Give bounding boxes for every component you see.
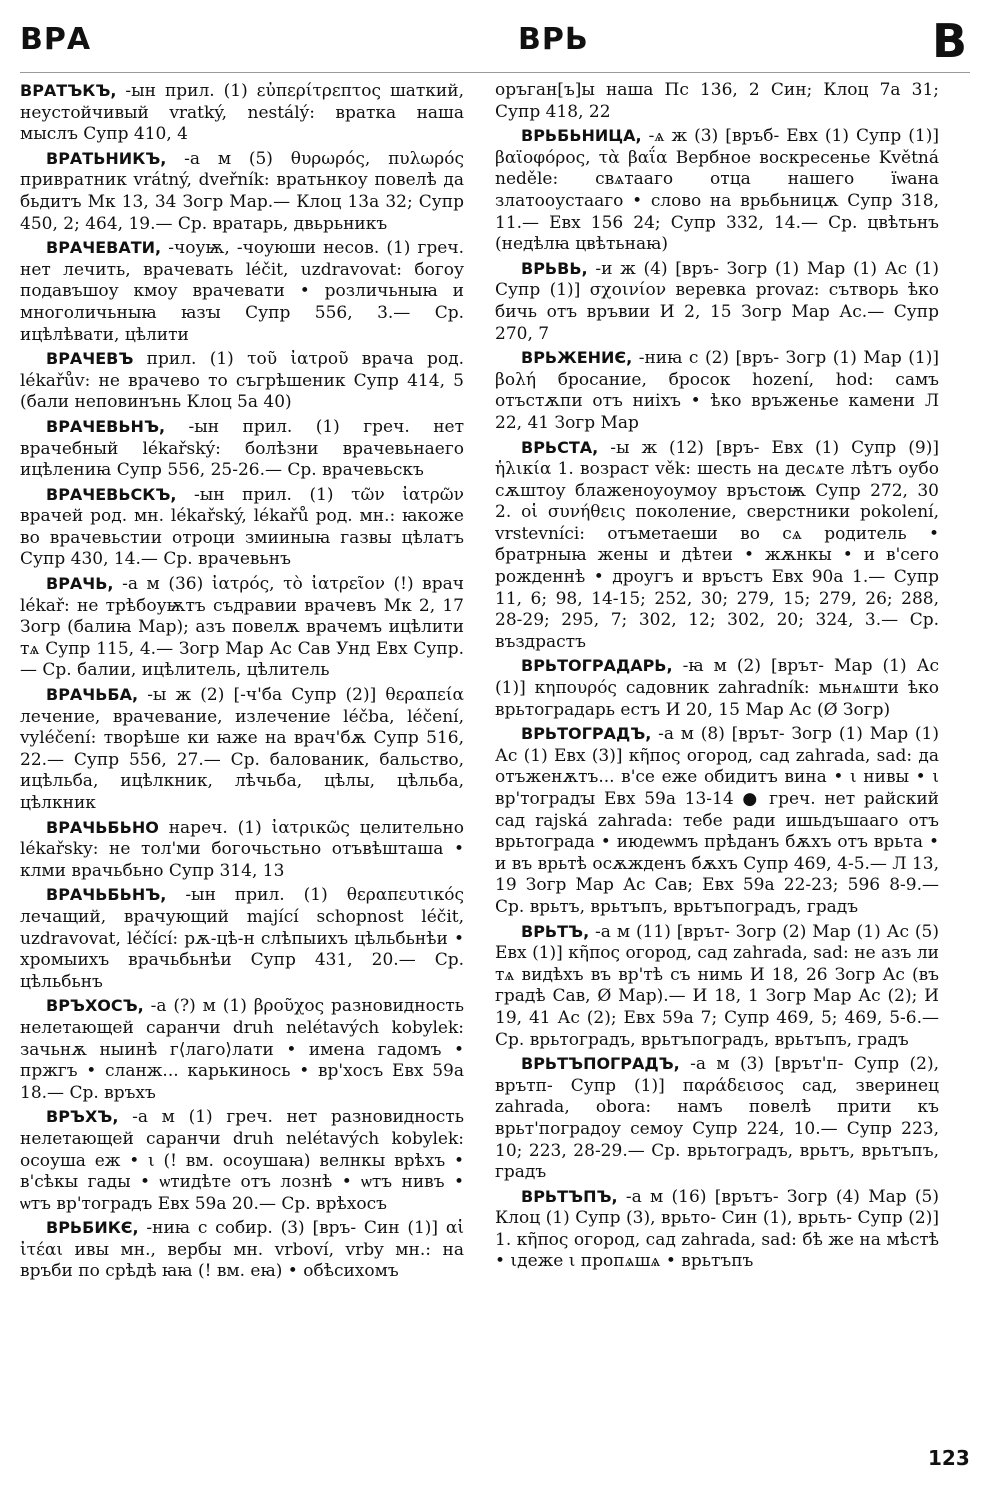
entry-body: -а м (36) ἰατρός, τὸ ἰατρεῖον (!) врач lékař: не трѣбоуѭтъ съдравии врачевъ Мк 2, 17 Зогр (балиꙗ Мар); азъ повелѫ врачемъ ицѣлити тѧ Супр 115, 4.— Зогр Мар Ас Сав Унд Евх Супр.— Ср. балии, ицѣлитель, цѣлитель xyxy=(20,574,464,681)
entry-headword: ВРЬТЪ, xyxy=(521,921,590,941)
dictionary-entry xyxy=(20,573,464,682)
entry-body: -а (?) м (1) βροῦχος разновидность нелетающей саранчи druh nelétavých kobylek: зачьнѫ ныинѣ г⟨лаго⟩лати • имена гадомъ • пржгъ • сланж... карькинось • вр'хосъ Евх 59а 18.— Ср. връхъ xyxy=(20,996,464,1103)
dictionary-entry xyxy=(20,1217,464,1283)
right-column xyxy=(495,80,939,1275)
entry-headword: ВРЬТОГРАДАРЬ, xyxy=(521,656,673,676)
dictionary-entry xyxy=(495,1053,939,1184)
entry-body: -ын прил. (1) εὐπερίτρεπτος шаткий, неустойчивый vratký, nestálý: вратка наша мыслъ Супр 410, 4 xyxy=(20,81,464,145)
entry-body: -ниꙗ с собир. (3) [връ- Син (1)] αἱ ἰτέαι ивы мн., вербы мн. vrboví, vrby мн.: на връби по срѣдѣ ꙗꙗ (! вм. еꙗ) • обѣсихомъ xyxy=(20,1218,464,1282)
entry-headword: ВРАТЪКЪ, xyxy=(20,81,117,100)
entry-body: -а м (16) [врътъ- Зогр (4) Мар (5) Клоц (1) Супр (3), врьто- Син (1), врьть- Супр (2)] 1. κῆπος огород, сад zahrada, sad: бѣ же на мѣстѣ • ιдеже ι пропѧшѧ • врьтъпъ xyxy=(495,1186,939,1272)
dictionary-entry xyxy=(20,348,464,414)
entry-headword: ВРЬТОГРАДЪ, xyxy=(521,724,652,744)
entry-body: -ы ж (12) [връ- Евх (1) Супр (9)] ἡλικία 1. возраст věk: шесть на десѧте лѣтъ оубо сѫштоу блаженоуоумоу връстоѭ Супр 272, 30 2. οἱ συνήθεις поколение, сверстники pokolení, vrstevníci: отъметаеши во сѧ родитель • братрныꙗ жены и дѣтеи • жѫнкы • и в'сего рожденнѣ • дроугъ и връстъ Евх 90а 1.— Супр 11, 6; 98, 14-15; 252, 30; 279, 15; 279, 26; 288, 28-29; 295, 7; 302, 12; 302, 20; 324, 3.— Ср. въздрастъ xyxy=(495,437,939,652)
dictionary-entry xyxy=(495,437,939,654)
entry-headword: ВРАЧЬБА, xyxy=(46,685,139,705)
dictionary-entry xyxy=(495,1186,939,1273)
entry-headword: ВРАЧЕВЬСКЪ, xyxy=(46,484,177,504)
dictionary-entry xyxy=(20,1106,464,1215)
entry-headword: ВРЬТЪПОГРАДЪ, xyxy=(521,1054,680,1074)
dictionary-entry xyxy=(20,684,464,815)
dictionary-entry xyxy=(20,884,464,993)
section-letter: В xyxy=(932,14,969,68)
dictionary-entry xyxy=(495,125,939,256)
dictionary-entry xyxy=(20,237,464,346)
entry-body: -а м (1) греч. нет разновидность нелетающей саранчи druh nelétavých kobylek: осоуша еж • ι (! вм. осоушаꙗ) велнкы врѣхъ • в'сѣкы гады • ѡтидѣте отъ лознѣ • ѡтъ нивъ • ѡтъ вр'тоградъ Евх 59а 20.— Ср. врѣхосъ xyxy=(20,1107,464,1214)
entry-headword: ВРАЧЬБЬНЪ, xyxy=(46,885,167,905)
left-column xyxy=(20,80,464,1285)
entry-headword: ВРЬТЪПЪ, xyxy=(521,1186,618,1206)
dictionary-entry xyxy=(495,258,939,345)
entry-body: оръган[ъ]ы наша Пс 136, 2 Син; Клоц 7а 31; Супр 418, 22 xyxy=(495,80,939,122)
entry-body: -а м (3) [врът'п- Супр (2), врътп- Супр (1)] παράδεισος сад, зверинец zahrada, obora: намъ повелѣ прити къ врьт'поградоу семоу Супр 224, 10.— Супр 223, 10; 223, 28-29.— Ср. врьтоградъ, врьтъ, врьтъпъ, градъ xyxy=(495,1054,939,1183)
running-head-center: ВРЬ xyxy=(518,22,589,57)
entry-body: -ын прил. (1) τῶν ἰατρῶν врачей род. мн. lékařský, lékařů род. мн.: ꙗкоже во врачевьстии отроци змииныꙗ газвы цѣлатъ Супр 430, 14.— Ср. врачевьнъ xyxy=(20,484,464,570)
entry-headword: ВРЪХОСЪ, xyxy=(46,996,144,1016)
entry-headword: ВРЬБИКЄ, xyxy=(46,1218,139,1238)
dictionary-entry xyxy=(20,484,464,571)
entry-headword: ВРЬБЬНИЦА, xyxy=(521,126,642,146)
entry-body: -ниꙗ с (2) [връ- Зогр (1) Мар (1)] βολή бросание, бросок hození, hod: самъ отъстѫпи отъ ниіхъ • ѣко връженье камени Л 22, 41 Зогр Мар xyxy=(495,348,939,433)
entry-headword: ВРЪХЪ, xyxy=(46,1107,119,1127)
dictionary-entry xyxy=(495,347,939,434)
dictionary-entry xyxy=(20,416,464,482)
entry-body: -а м (5) θυρωρός, πυλωρός привратник vrátný, dveřník: вратьнкоу повелѣ да бьдитъ Мк 13, 34 Зогр Мар.— Клоц 13а 32; Супр 450, 2; 464, 19.— Ср. вратарь, двьрьникъ xyxy=(20,148,464,234)
dictionary-entry xyxy=(20,80,464,146)
dictionary-entry xyxy=(20,148,464,235)
entry-headword: ВРЬВЬ, xyxy=(521,258,588,278)
entry-headword: ВРАЧЕВЪ xyxy=(46,349,134,369)
entry-body: -а м (8) [врът- Зогр (1) Мар (1) Ас (1) Евх (3)] κῆπος огород, сад zahrada, sad: да отъженѫтъ... в'се еже обидитъ вина • ι нивы • ι вр'тоградꙑ Евх 59а 13-14 ● греч. нет райский сад rajská zahrada: тебе ради ишьдъшааго отъ врьтограда • июдеѡмъ прѣданъ бѫхъ отъ врьта • и въ врьтѣ осѫжденъ бѫхъ Супр 469, 4-5.— Л 13, 19 Зогр Мар Ас Сав; Евх 59а 22-23; 596 8-9.— Ср. врьтъ, врьтъпъ, врьтъпоградъ, градъ xyxy=(495,724,939,917)
entry-body: -ын прил. (1) θεραπευτικός лечащий, врачующий mající schopnost léčit, uzdravovat, léčící: рѫ-цѣ-н слѣпыихъ цѣльбьнѣи • хромыихъ врачьбьнѣи Супр 431, 20.— Ср. цѣльбьнъ xyxy=(20,885,464,992)
running-head-left: ВРА xyxy=(20,22,92,57)
entry-body: прил. (1) τοῦ ἰατροῦ врача род. lékařův: не врачево то съгрѣшеник Супр 414, 5 (бали неповинънь Клоц 5а 40) xyxy=(20,349,464,413)
dictionary-entry xyxy=(20,995,464,1104)
page-number: 123 xyxy=(928,1446,970,1470)
dictionary-entry xyxy=(20,817,464,883)
entry-body: -ы ж (2) [-ч'ба Супр (2)] θεραπεία лечение, врачевание, излечение léčba, léčení, vyléčení: творѣше ки ꙗже на врач'бѫ Супр 516, 22.— Супр 556, 27.— Ср. балованик, бальство, ицѣльба, ицѣлкник, лѣчьба, цѣлы, цѣльба, цѣлкник xyxy=(20,685,464,813)
entry-headword: ВРАТЬНИКЪ, xyxy=(46,148,167,168)
entry-body: -ѧ ж (3) [връб- Евх (1) Супр (1)] βαϊοφόρος, τὰ βαΐα Вербное воскресенье Květná neděle: свѧтааго отца нашего їѡана златооустааго • слово на врьбьницѫ Супр 318, 11.— Евх 156 24; Супр 332, 14.— Ср. цвѣтьнъ (недѣлꙗ цвѣтьнаꙗ) xyxy=(495,126,939,255)
dictionary-entry xyxy=(495,921,939,1052)
entry-headword: ВРАЧЕВЬНЪ, xyxy=(46,416,166,436)
header-rule xyxy=(20,72,970,73)
dictionary-entry xyxy=(495,723,939,918)
entry-headword: ВРАЧЬ, xyxy=(46,574,114,594)
dictionary-entry xyxy=(495,655,939,721)
dictionary-entry xyxy=(495,80,939,123)
entry-headword: ВРЬСТА, xyxy=(521,437,599,457)
entry-headword: ВРАЧЕВАТИ, xyxy=(46,238,162,258)
entry-body: -а м (11) [врът- Зогр (2) Мар (1) Ас (5) Евх (1)] κῆπος огород, сад zahrada, sad: не азъ ли тѧ видѣхъ въ вр'тѣ съ нимь И 18, 26 Зогр Ас (въ градѣ Сав, Ø Мар).— И 18, 1 Зогр Мар Ас (2); И 19, 41 Ас (2); Евх 59а 7; Супр 469, 5; 469, 5-6.— Ср. врьтоградъ, врьтъпоградъ, врьтъпъ, градъ xyxy=(495,921,939,1050)
entry-body: -ын прил. (1) греч. нет врачебный lékařský: болѣзни врачевьнаего ицѣлениꙗ Супр 556, 25-26.— Ср. врачевьскъ xyxy=(20,416,464,481)
entry-body: -чоуѭ, -чоуюши несов. (1) греч. нет лечить, врачевать léčit, uzdravovat: богоу подавъшоу кмоу врачевати • розличьныꙗ и многоличьныꙗ ꙗзꙑ Супр 556, 3.— Ср. ицѣлѣвати, цѣлити xyxy=(20,238,464,345)
entry-headword: ВРАЧЬБЬНО xyxy=(46,817,159,837)
entry-body: нареч. (1) ἰατρικῶς целительно lékařsky: не тол'ми богочьстьно отъвѣшташа • клми врачьбьно Супр 314, 13 xyxy=(20,817,464,881)
entry-body: -ꙗ м (2) [врът- Мар (1) Ас (1)] κηπουρός садовник zahradník: мьнѧшти ѣко врьтоградарь естъ И 20, 15 Мар Ас (Ø Зогр) xyxy=(495,656,939,720)
entry-body: -и ж (4) [връ- Зогр (1) Мар (1) Ас (1) Супр (1)] σχοινίον веревка provaz: сътворь ѣко бичь отъ връвии И 2, 15 Зогр Мар Ас.— Супр 270, 7 xyxy=(495,258,939,344)
entry-headword: ВРЬЖЕНИЄ, xyxy=(521,348,633,368)
